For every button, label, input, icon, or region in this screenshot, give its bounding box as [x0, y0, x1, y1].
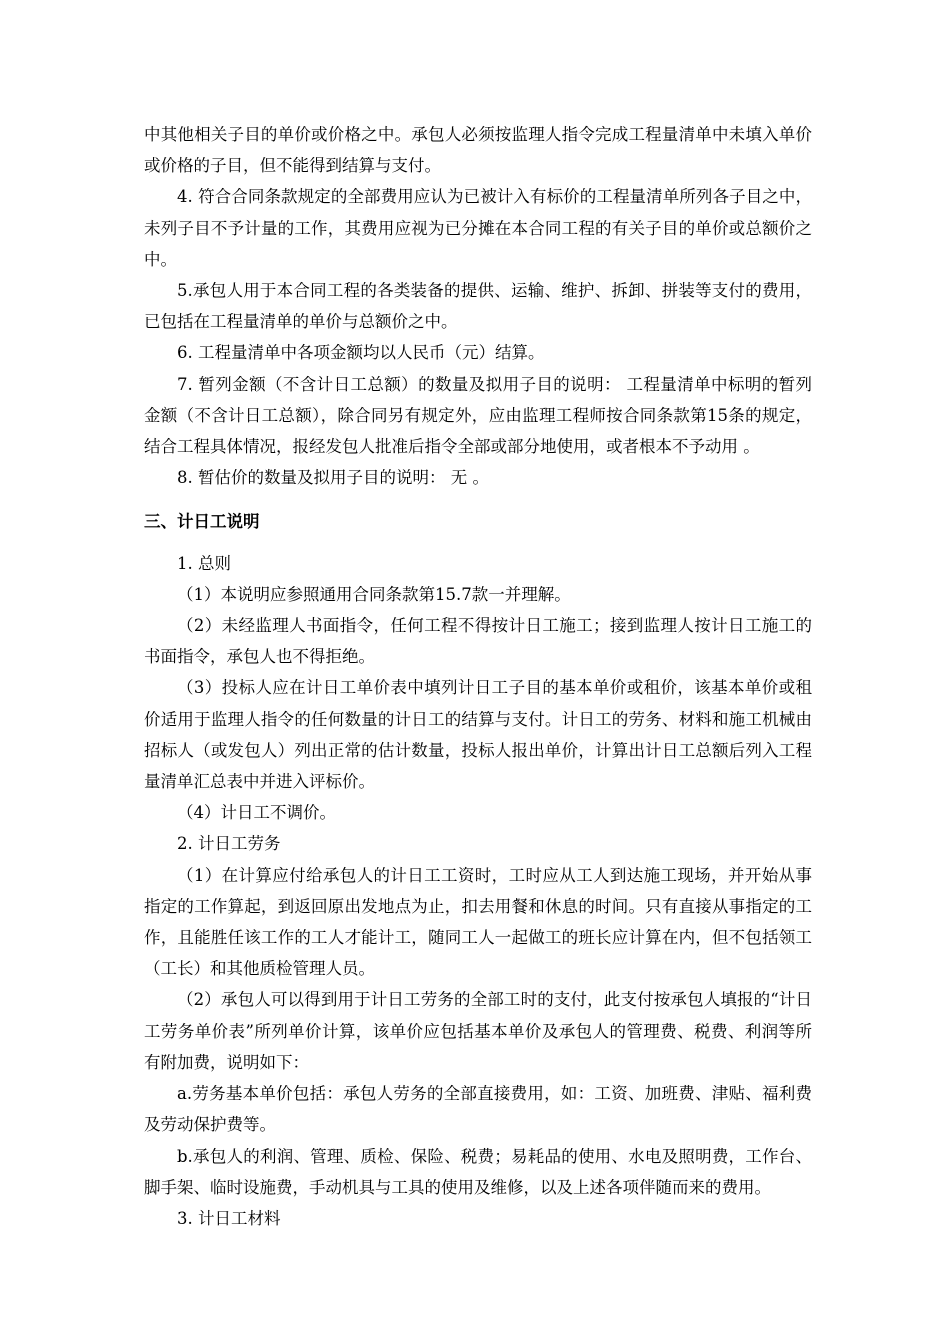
paragraph: 5.承包人用于本合同工程的各类装备的提供、运输、维护、拆卸、拼装等支付的费用，已包括在工程量清单的单价与总额价之中。: [144, 281, 812, 332]
paragraph: 3. 计日工材料: [177, 1208, 281, 1228]
paragraph: （1）在计算应付给承包人的计日工工资时，工时应从工人到达施工现场，并开始从事指定的工作算起，到返回原出发地点为止，扣去用餐和休息的时间。只有直接从事指定的工作，且能胜任该工作的工人才能计工，随同工人一起做工的班长应计算在内，但不包括领工（工长）和其他质检管理人员。: [144, 865, 812, 979]
paragraph: 7. 暂列金额（不含计日工总额）的数量及拟用子目的说明： 工程量清单中标明的暂列金额（不含计日工总额），除合同另有规定外，应由监理工程师按合同条款第15条的规定，结合工程具体情况，报经发包人批准后指令全部或部分地使用，或者根本不予动用 。: [144, 374, 812, 457]
paragraph: （2）未经监理人书面指令，任何工程不得按计日工施工；接到监理人按计日工施工的书面指令，承包人也不得拒绝。: [144, 616, 812, 667]
paragraph: 8. 暂估价的数量及拟用子目的说明： 无 。: [177, 468, 489, 488]
section-heading: 三、计日工说明: [144, 512, 260, 532]
paragraph: 中其他相关子目的单价或价格之中。承包人必须按监理人指令完成工程量清单中未填入单价或价格的子目，但不能得到结算与支付。: [144, 125, 812, 176]
paragraph: 1. 总则: [177, 553, 231, 573]
paragraph: （1）本说明应参照通用合同条款第15.7款一并理解。: [177, 584, 571, 604]
paragraph: （2）承包人可以得到用于计日工劳务的全部工时的支付，此支付按承包人填报的“计日工劳务单价表”所列单价计算，该单价应包括基本单价及承包人的管理费、税费、利润等所有附加费，说明如下：: [144, 990, 812, 1072]
paragraph: （3）投标人应在计日工单价表中填列计日工子目的基本单价或租价，该基本单价或租价适用于监理人指令的任何数量的计日工的结算与支付。计日工的劳务、材料和施工机械由招标人（或发包人）列出正常的估计数量，投标人报出单价，计算出计日工总额后列入工程量清单汇总表中并进入评标价。: [144, 678, 812, 792]
paragraph: b.承包人的利润、管理、质检、保险、税费；易耗品的使用、水电及照明费，工作台、脚手架、临时设施费，手动机具与工具的使用及维修，以及上述各项伴随而来的费用。: [144, 1146, 812, 1197]
paragraph: 4. 符合合同条款规定的全部费用应认为已被计入有标价的工程量清单所列各子目之中，未列子目不予计量的工作，其费用应视为已分摊在本合同工程的有关子目的单价或总额价之中。: [144, 187, 812, 269]
paragraph: a.劳务基本单价包括：承包人劳务的全部直接费用，如：工资、加班费、津贴、福利费及劳动保护费等。: [144, 1084, 812, 1135]
paragraph: （4）计日工不调价。: [177, 803, 336, 823]
document-body: [144, 119, 812, 1234]
paragraph: 2. 计日工劳务: [177, 834, 281, 854]
paragraph: 6. 工程量清单中各项金额均以人民币（元）结算。: [177, 343, 545, 363]
